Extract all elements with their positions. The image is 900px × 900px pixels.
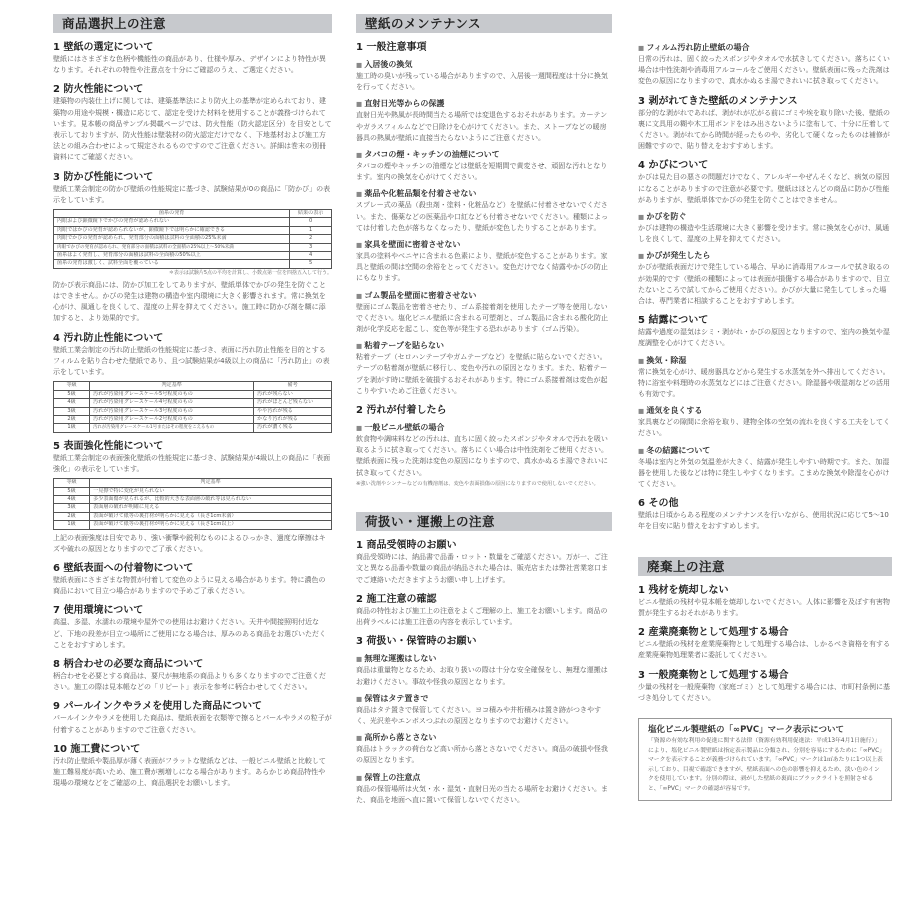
text-fire-performance: 建築物の内装仕上げに関しては、建築基準法により防火上の基準が定められており、建築物の用途や規模・構造に応じて、認定を受けた材料を使用することが義務づけられています。見本帳の商品サンプル掲載ページでは、防火性能（防火認定区分）を目安として表示しておりますが、防火性能は壁装材の防火認定だけでなく、下地基材および施工方法との組み合わせによって規定されるものですのでご注意ください。詳細は巻末の別冊資料にてご確認ください。	[53, 97, 332, 162]
text-furniture: 家具の塗料やベニヤに含まれる色素により、壁紙が変色することがあります。家具と壁紙の間は空間の余裕をとってください。変色だけでなく結露やかびの防止にもなります。	[356, 252, 608, 283]
subheading-vinyl-wallpaper: ■ 一般ビニル壁紙の場合	[356, 422, 612, 434]
heading-pattern-matching: 8 柄合わせの必要な商品について	[53, 659, 204, 670]
heading-general-waste: 3 一般廃棄物として処理する場合	[638, 669, 789, 681]
subheading-winter-condensation: ■ 冬の結露について	[638, 445, 892, 457]
section-band-product-selection: 商品選択上の注意	[53, 14, 332, 33]
pvc-mark-text: 「資源の有効な利用の促進に関する法律（資源有効利用促進法：平成13年4月1日施行）」により、塩化ビニル製壁紙は指定表示製品に分類され、分別を容易にするために「∞PVC」マークを表示することが義務づけられています。「∞PVC」マークは1㎡あたりに1つ以上表示しており、目視で確認できますが、壁紙表面への色の影響を抑えるため、淡い色のインクを使用しています。分別の際は、剥がした壁紙の裏面にブラックライトを照射させると、「∞PVC」マークの確認が容易です。	[648, 737, 883, 792]
table-cell: 3	[290, 243, 332, 251]
subheading-vertical-storage: ■ 保管はタテ置きで	[356, 693, 612, 705]
heading-no-incineration: 1 残材を焼却しない	[638, 584, 729, 596]
table-cell: 菌糸の発育は激しく、試料全面を覆っている	[54, 260, 290, 268]
table-row	[54, 218, 332, 226]
text-other: 壁紙は日頃からある程度のメンテナンスを行いながら、使用状況に応じて5〜10年を目安に貼り替えをおすすめします。	[638, 511, 889, 531]
table-row	[54, 487, 332, 495]
text-general-waste: 少量の残材を一般廃棄物（家庭ゴミ）として処理する場合には、市町村条例に基づき処分してください。	[638, 682, 890, 702]
heading-peeling: 3 剥がれてきた壁紙のメンテナンス	[638, 95, 798, 107]
table-header: 結果の表示	[290, 210, 332, 218]
table-cell: 一見擦で特に変化が見られない	[90, 487, 332, 495]
text-condensation: 結露や過度の湿気はシミ・剥がれ・かびの原因となりますので、室内の換気や湿度調整を心がけてください。	[638, 328, 890, 348]
table-header: 判定基準	[90, 382, 254, 390]
table-row	[54, 226, 332, 234]
text-mold-occurs: かびが壁紙表面だけで発生している場合、早めに消毒用アルコールで拭き取るのが効果的です（壁紙の種類によっては表面が損傷する場合がありますので、目立たないところで試してからご使用ください）。かびが大量に発生してしまった場合は、専門業者に相談することをおすすめします。	[638, 263, 890, 306]
subheading-adhesive-tape: ■ 粘着テープを貼らない	[356, 340, 612, 352]
heading-installation-cost: 10 施工費について	[53, 743, 141, 755]
table-cell: 肉眼でかびの発育が認められ、発育部分の面積は試料の全面積の25%未満	[54, 235, 290, 243]
table-row	[54, 512, 332, 520]
text-surface-strength: 壁紙工業会制定の表面強化壁紙の性能規定に基づき、試験結果が4級以上の商品に「表面強化」の表示をしています。	[53, 453, 331, 473]
text-rubber: 壁面にゴム製品を密着させたり、ゴム系接着剤を使用したテープ等を使用しないでください。塩化ビニル壁紙に含まれる可塑剤と、ゴム製品に含まれる酸化防止剤が化学反応を起こし、変色等が発生する恐れがあります（ゴム汚染）。	[356, 302, 608, 334]
section-band-handling: 荷扱い・運搬上の注意	[356, 512, 612, 531]
heading-mold-resistance: 3 防かび性能について	[53, 171, 154, 183]
table-header: 備考	[254, 382, 332, 390]
text-receipt: 商品受領時には、納品書で品番・ロット・数量をご確認ください。万が一、ご注文と異なる品番や数量の商品が納品された場合は、販売店または弊社営業窓口までご連絡いただきますようお願い申し上げます。	[356, 553, 608, 584]
text-smoke: タバコの煙やキッチンの油煙などは壁紙を短期間で黄変させ、頑固な汚れとなります。室内の換気を心がけてください。	[356, 162, 608, 182]
table-cell: 汚れが汚染用グレースケール4号程度のもの	[90, 399, 254, 407]
pvc-mark-title: 塩化ビニル製壁紙の「∞PVC」マーク表示について	[648, 724, 844, 735]
table-cell: 汚れが汚染用グレースケール5号程度のもの	[90, 390, 254, 398]
table-row	[54, 495, 332, 503]
table-header: 判定基準	[90, 479, 332, 487]
note-solvents: ※強い洗剤やシンナーなどの有機溶剤は、変色や表面損傷の原因になりますので使用しないでください。	[356, 480, 599, 487]
text-pattern-matching: 柄合わせを必要とする商品は、要尺が無地系の商品よりも多くなりますのでご注意ください。施工の際は見本帳などの「リピート」表示を参考に柄合わせしてください。	[53, 672, 326, 692]
column-maintenance-handling	[356, 14, 612, 806]
table-row	[54, 407, 332, 415]
table-header-row	[54, 479, 332, 487]
table-cell: 4	[290, 252, 332, 260]
table-cell: 汚れがほとんど残らない	[254, 399, 332, 407]
table-header-row	[54, 382, 332, 390]
table-row	[54, 521, 332, 529]
column-maintenance-disposal	[638, 42, 892, 801]
table-cell: 汚れが汚染用グレースケール3号程度のもの	[90, 407, 254, 415]
text-industrial-waste: ビニル壁紙の残材を産業廃棄物として処理する場合は、しかるべき資格を有する産業廃棄物処理業者に委託してください。	[638, 640, 890, 660]
table-header-row	[54, 210, 332, 218]
heading-pearl-ink: 9 パールインクやラメを使用した商品について	[53, 701, 263, 713]
subheading-rubber: ■ ゴム製品を壁面に密着させない	[356, 290, 612, 302]
table-cell: 1	[290, 226, 332, 234]
text-mold-resistance-2: 防かび表示商品には、防かび加工をしてありますが、壁紙単体でかびの発生を防ぐことはできません。かびの発生は建物の構造や室内環境に大きく影響されます。常に換気を心がけ、風通しを良くして、湿度の上昇を抑えてください。施工時に防かび剤を糊に添加すると、より効果的です。	[53, 280, 326, 323]
text-surface-strength-2: 上記の表面強度は目安であり、強い衝撃や鋭利なものによるひっかき、過度な摩擦はキズや破れの原因となりますのでご了承ください。	[53, 533, 326, 553]
heading-surface-strength: 5 表面強化性能について	[53, 440, 164, 452]
text-usage-environment: 高温、多湿、水濡れの環境や屋外での使用はお避けください。天井や間接照明付近など、下地の段差が目立つ場所にご使用になる場合は、厚みのある商品をお選びいただくことをおすすめします。	[53, 618, 326, 649]
table-row	[54, 504, 332, 512]
table-cell: 4級	[54, 495, 90, 503]
table-cell: 表面が破けて紙等の裏打材が明らかに見える（長さ1cm未満）	[90, 512, 332, 520]
table-cell: 2級	[54, 415, 90, 423]
table-header: 等級	[54, 382, 90, 390]
text-winter-condensation: 冬場は室内と外気の気温差が大きく、結露が発生しやすい時期です。また、加湿器を使用した後などは特に発生しやすくなります。こまめな換気や除湿を心がけてください。	[638, 457, 890, 489]
text-storage-notes: 商品の保管場所は火気・水・湿気・直射日光の当たる場所をお避けください。また、商品を地面へ直に置いて保管しないでください。	[356, 784, 608, 804]
subheading-furniture: ■ 家具を壁面に密着させない	[356, 239, 612, 251]
table-cell: 5	[290, 260, 332, 268]
table-row	[54, 415, 332, 423]
stain-resistance-table	[53, 381, 332, 432]
table-cell: 3級	[54, 504, 90, 512]
mold-table-footnote: ＊表示は試験片5点の平均を計算し、小数点第一位を四捨五入して行う。	[168, 269, 332, 276]
heading-installation-notes: 2 施工注意の確認	[356, 593, 437, 605]
table-cell: 2	[290, 235, 332, 243]
table-cell: 3級	[54, 407, 90, 415]
heading-stain-resistance: 4 汚れ防止性能について	[53, 332, 164, 344]
heading-condensation: 5 結露について	[638, 315, 709, 327]
text-mold: かびは見た目の悪さの問題だけでなく、アレルギーやぜんそくなど、病気の原因になることがありますので注意が必要です。壁紙はほとんどの商品に防かび性能がありますが、壁紙単体でかびの発生を防ぐことはできません。	[638, 173, 890, 204]
table-cell: かなり汚れが残る	[254, 415, 332, 423]
table-header: 菌糸の発育	[54, 210, 290, 218]
heading-surface-deposits: 6 壁紙表面への付着物について	[53, 562, 194, 574]
surface-strength-table	[53, 478, 332, 529]
table-cell: 汚れが残らない	[254, 390, 332, 398]
subheading-prevent-mold: ■ かびを防ぐ	[638, 211, 892, 223]
section-band-maintenance: 壁紙のメンテナンス	[356, 14, 612, 33]
text-ventilation: 施工時の臭いが残っている場合がありますので、入居後一週間程度は十分に換気を行ってください。	[356, 72, 608, 92]
table-cell: 肉眼でかびの発育が認められ、発育部分の面積は試料の全面積の25%以上～50%未満	[54, 243, 290, 251]
table-cell: 汚れが濃く残る	[254, 424, 332, 432]
table-cell: 5級	[54, 487, 90, 495]
text-transport: 商品は重量物となるため、お取り扱いの際は十分な安全確保をし、無理な運搬はお避けください。事故や怪我の原因となります。	[356, 666, 608, 686]
table-header: 等級	[54, 479, 90, 487]
text-film-wallpaper: 日常の汚れは、固く絞ったスポンジやタオルで水拭きしてください。落ちにくい場合は中性洗剤や消毒用アルコールをご使用ください。壁紙表面に残った洗剤は変色の原因になりますので、真水かぬるま湯できれいに拭き取ってください。	[638, 55, 890, 86]
text-dehumidify: 常に換気を心がけ、暖房器具などから発生する水蒸気を外へ排出してください。特に浴室や料理時の水蒸気などにはご注意ください。除湿器や吸湿剤などの活用も有効です。	[638, 367, 890, 399]
table-row	[54, 235, 332, 243]
text-installation-cost: 汚れ防止壁紙や製品厚が薄く表面がフラットな壁紙などは、一般ビニル壁紙と比較して施工難易度が高いため、施工費が割増しになる場合があります。あらかじめ商品特性や現場の環境などをご確認の上、商品選択をお願いします。	[53, 756, 326, 788]
table-row	[54, 390, 332, 398]
text-stain-resistance: 壁紙工業会制定の汚れ防止壁紙の性能規定に基づき、表面に汚れ防止性能を目的とするフィルムを貼り合わせた壁紙であり、且つ試験結果が4級以上の商品に「汚れ防止」の表示をしています。	[53, 345, 330, 377]
subheading-sunlight: ■ 直射日光等からの保護	[356, 98, 612, 110]
table-cell: 表面層の破れが明確に見える	[90, 504, 332, 512]
table-cell: やや汚れが残る	[254, 407, 332, 415]
heading-general-notes: 1 一般注意事項	[356, 42, 427, 53]
heading-wallpaper-selection: 1 壁紙の選定について	[53, 42, 154, 53]
text-mold-resistance: 壁紙工業会制定の防かび壁紙の性能規定に基づき、試験結果が0の商品に「防かび」の表示をしています。	[53, 184, 331, 204]
table-row	[54, 399, 332, 407]
subheading-chemicals: ■ 薬品や化粧品類を付着させない	[356, 188, 612, 200]
subheading-airflow: ■ 通気を良くする	[638, 405, 892, 417]
text-installation-notes: 商品の特性および施工上の注意をよくご理解の上、施工をお願いします。商品の出荷ラベルには施工注意の内容を表示しています。	[356, 606, 608, 627]
heading-mold: 4 かびについて	[638, 160, 709, 172]
text-no-dropping: 商品はトラックの荷台など高い所から落とさないでください。商品の破損や怪我の原因となります。	[356, 745, 608, 765]
table-row	[54, 424, 332, 432]
subheading-mold-occurs: ■ かびが発生したら	[638, 250, 892, 262]
table-cell: 1級	[54, 521, 90, 529]
table-cell: 4級	[54, 399, 90, 407]
pvc-mark-info-box	[638, 718, 892, 802]
table-cell: 内眼および顕微鏡下でかびの発育が認められない	[54, 218, 290, 226]
section-band-disposal: 廃棄上の注意	[638, 557, 892, 576]
table-cell: 汚れが汚染用グレースケール1号またはその程度をこえるもの	[90, 424, 254, 432]
table-cell: 0	[290, 218, 332, 226]
heading-storage: 3 荷扱い・保管時のお願い	[356, 636, 477, 648]
subheading-smoke: ■ タバコの煙・キッチンの油煙について	[356, 149, 612, 161]
table-row	[54, 252, 332, 260]
text-vinyl-wallpaper: 飲食物や調味料などの汚れは、直ちに固く絞ったスポンジやタオルで汚れを吸い取るように拭き取ってください。落ちにくい場合は中性洗剤をご使用ください。壁紙表面に残った洗剤は変色の原因になりますので、真水かぬるま湯できれいに拭き取ってください。	[356, 435, 608, 477]
subheading-storage-notes: ■ 保管上の注意点	[356, 772, 612, 784]
text-surface-deposits: 壁紙表面にさまざまな物質が付着して変色のように見える場合があります。特に濃色の商品において目立つ場合がありますので予めご了承ください。	[53, 575, 326, 596]
table-row	[54, 260, 332, 268]
text-adhesive-tape: 粘着テープ（セロハンテープやガムテープなど）を壁紙に貼らないでください。テープの粘着剤が壁紙に移行し、変色や汚れの原因となります。また、粘着テープを剥がす時に壁紙を破損するおそれがあります。特にゴム系接着剤は変色が起こりやすいためご注意ください。	[356, 353, 608, 395]
table-cell: 菌糸はよく発育し、発育部分の面積は試料の全面積の50%以上	[54, 252, 290, 260]
table-cell: 表面が破けて紙等の裏打材が明らかに見える（長さ1cm以上）	[90, 521, 332, 529]
subheading-no-dropping: ■ 高所から落とさない	[356, 732, 612, 744]
text-sunlight: 直射日光や熱風が長時間当たる場所では変退色するおそれがあります。カーテンやガラスフィルムなどで日除けを心がけてください。また、ストーブなどの暖房器具の熱風が壁紙に直接当たらないようにご注意ください。	[356, 111, 608, 142]
heading-industrial-waste: 2 産業廃棄物として処理する場合	[638, 627, 789, 639]
heading-other: 6 その他	[638, 498, 679, 510]
text-prevent-mold: かびは建物の構造や生活環境に大きく影響を受けます。常に換気を心がけ、風通しを良くして、湿度の上昇を抑えてください。	[638, 224, 890, 244]
heading-fire-performance: 2 防火性能について	[53, 84, 144, 96]
subheading-ventilation: ■ 入居後の換気	[356, 59, 612, 71]
heading-usage-environment: 7 使用環境について	[53, 605, 144, 617]
mold-resistance-table	[53, 209, 332, 269]
table-cell: 5級	[54, 390, 90, 398]
table-cell: 肉眼ではかびの発育が認められないが、顕微鏡下では明らかに確認できる	[54, 226, 290, 234]
text-wallpaper-selection: 壁紙にはさまざまな色柄や機能性の商品があり、仕様や厚み、デザインにより特性が異なります。それぞれの特性や注意点を十分にご確認のうえ、ご選定ください。	[53, 55, 326, 75]
column-product-selection	[53, 14, 332, 789]
table-row	[54, 243, 332, 251]
text-no-incineration: ビニル壁紙の残材や見本帳を焼却しないでください。人体に影響を及ぼす有害物質が発生するおそれがあります。	[638, 597, 890, 617]
text-airflow: 家具裏などの隙間に余裕を取り、建物全体の空気の流れを良くする工夫をしてください。	[638, 418, 890, 438]
subheading-dehumidify: ■ 換気・除湿	[638, 355, 892, 367]
subheading-film-wallpaper: ■ フィルム汚れ防止壁紙の場合	[638, 42, 892, 54]
heading-receipt: 1 商品受領時のお願い	[356, 540, 457, 552]
text-pearl-ink: パールインクやラメを使用した商品は、壁紙表面を衣類等で擦るとパールやラメの粒子が付着することがありますのでご注意ください。	[53, 714, 332, 734]
table-cell: 汚れが汚染用グレースケール2号程度のもの	[90, 415, 254, 423]
table-cell: 多少表面傷が見られるが、比較的大きな表面層の破れ等は見られない	[90, 495, 332, 503]
table-cell: 2級	[54, 512, 90, 520]
text-vertical-storage: 商品はタテ置きで保管してください。ヨコ積みや井桁積みは置き跡がつきやすく、光沢差やエンボスつぶれの原因となりますのでお避けください。	[356, 705, 601, 725]
text-peeling: 部分的な剥がれであれば、剥がれが広がる前にゴミや埃を取り除いた後、壁紙の裏に文具用の糊や木工用ボンドをはみ出さないように塗布して、十分に圧着してください。剥がれてから時間が経ったものや、劣化して硬くなったものは補修が困難ですので、貼り替えをおすすめします。	[638, 108, 890, 151]
table-cell: 1級	[54, 424, 90, 432]
subheading-transport: ■ 無理な運搬はしない	[356, 653, 612, 665]
text-chemicals: スプレー式の薬品（殺虫剤・塗料・化粧品など）を壁紙に付着させないでください。また、傷薬などの医薬品や口紅なども付着させないでください。種類によっては付着した色が落ちなくなったり、壁紙が変色したりすることがあります。	[356, 201, 608, 232]
heading-stains: 2 汚れが付着したら	[356, 405, 447, 417]
